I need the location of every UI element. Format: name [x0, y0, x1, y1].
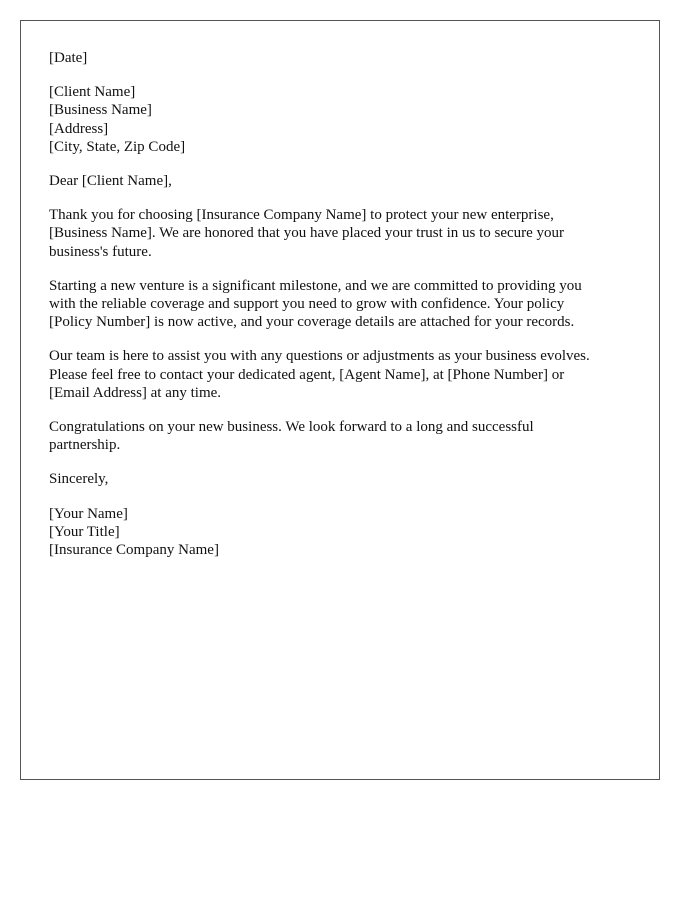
- date-block: [49, 49, 639, 67]
- paragraph-line: with the reliable coverage and support you need to grow with confidence. Your policy: [49, 296, 565, 313]
- paragraph-line: Starting a new venture is a significant milestone, and we are committed to providing you: [49, 277, 582, 294]
- paragraph-line: business's future.: [49, 243, 152, 260]
- paragraph-line: [Email Address] at any time.: [49, 384, 222, 401]
- closing-block: [49, 470, 639, 488]
- signature-title: [Your Title]: [49, 523, 120, 540]
- recipient-address-block: [49, 83, 639, 156]
- signature-block: [49, 505, 639, 560]
- body-paragraph-coverage: [49, 277, 639, 332]
- recipient-city-state-zip: [City, State, Zip Code]: [49, 138, 186, 155]
- paragraph-line: Thank you for choosing [Insurance Company Name] to protect your new enterprise,: [49, 207, 554, 224]
- closing: Sincerely,: [49, 471, 109, 488]
- paragraph-line: [Policy Number] is now active, and your coverage details are attached for your records.: [49, 314, 575, 331]
- letter-date: [Date]: [49, 50, 88, 66]
- paragraph-line: Please feel free to contact your dedicated agent, [Agent Name], at [Phone Number] or: [49, 366, 565, 383]
- signature-name: [Your Name]: [49, 505, 128, 522]
- paragraph-line: Our team is here to assist you with any questions or adjustments as your business evolves.: [49, 348, 590, 365]
- letter-frame: [20, 20, 660, 780]
- recipient-address: [Address]: [49, 120, 109, 137]
- letter-body: [49, 49, 639, 575]
- paragraph-line: partnership.: [49, 437, 121, 454]
- recipient-business-name: [Business Name]: [49, 102, 152, 119]
- body-paragraph-contact: [49, 347, 639, 402]
- body-paragraph-congratulations: [49, 418, 639, 454]
- body-paragraph-thanks: [49, 206, 639, 261]
- paragraph-line: [Business Name]. We are honored that you have placed your trust in us to secure your: [49, 225, 565, 242]
- signature-company: [Insurance Company Name]: [49, 542, 219, 559]
- salutation: Dear [Client Name],: [49, 173, 172, 190]
- recipient-client-name: [Client Name]: [49, 84, 136, 101]
- paragraph-line: Congratulations on your new business. We look forward to a long and successful: [49, 419, 534, 436]
- salutation-block: [49, 172, 639, 190]
